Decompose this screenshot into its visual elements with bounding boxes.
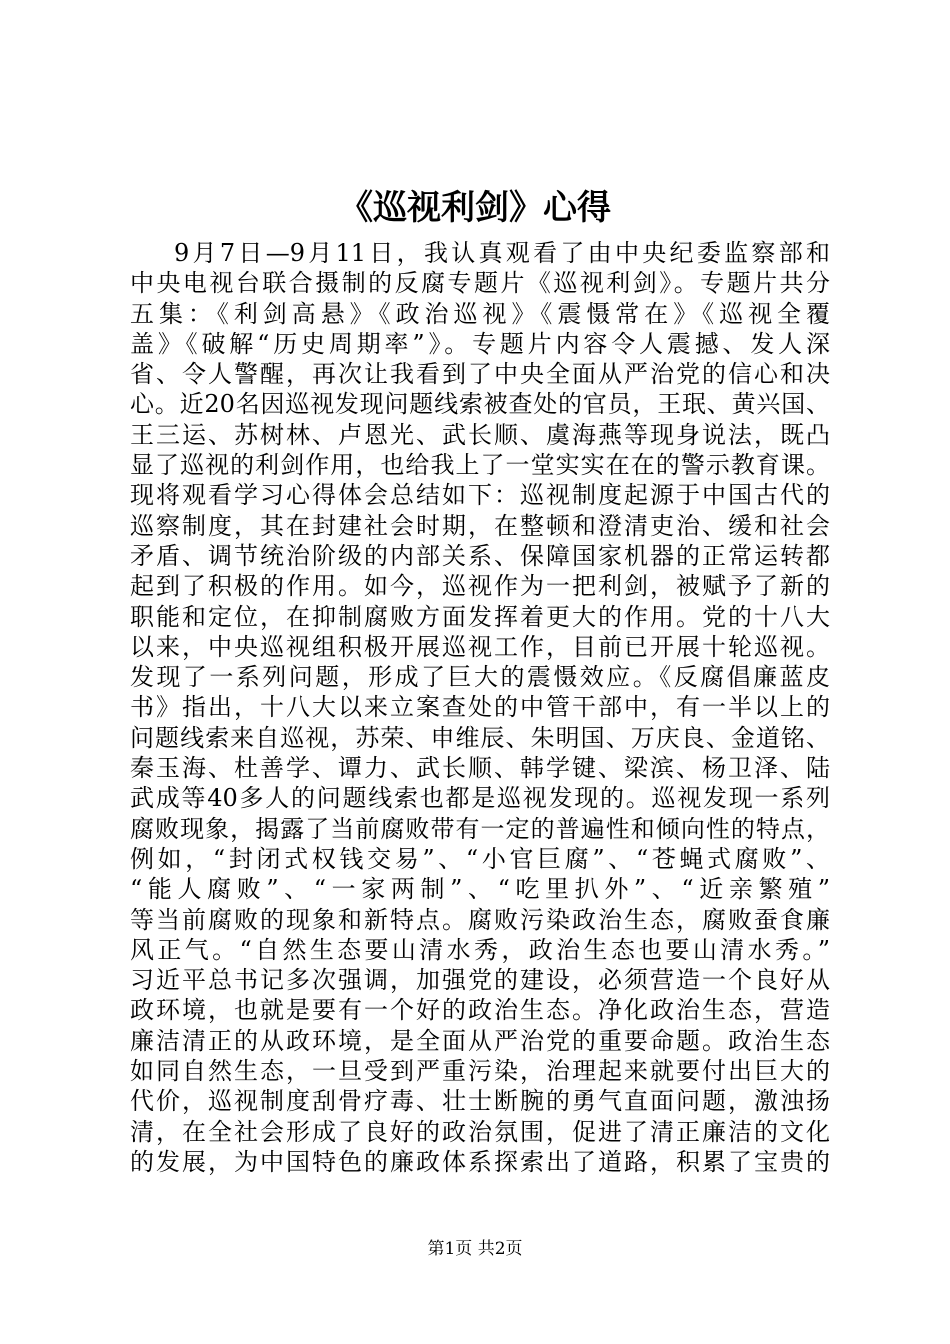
text-line: 例如，“封闭式权钱交易”、“小官巨腐”、“苍蝇式腐败”、: [130, 844, 830, 873]
text-line: 以来，中央巡视组积极开展巡视工作，目前已开展十轮巡视。: [130, 632, 830, 661]
text-line: 习近平总书记多次强调，加强党的建设，必须营造一个良好从: [130, 966, 830, 995]
text-line: 现将观看学习心得体会总结如下：巡视制度起源于中国古代的: [130, 481, 830, 510]
text-line: 清，在全社会形成了良好的政治氛围，促进了清正廉洁的文化: [130, 1117, 830, 1146]
text-line: 武成等40多人的问题线索也都是巡视发现的。巡视发现一系列: [130, 784, 830, 813]
page-title: 《巡视利剑》心得: [339, 188, 611, 228]
text-line: 政环境，也就是要有一个好的政治生态。净化政治生态，营造: [130, 996, 830, 1025]
text-line: 省、令人警醒，再次让我看到了中央全面从严治党的信心和决: [130, 360, 830, 389]
text-line: 职能和定位，在抑制腐败方面发挥着更大的作用。党的十八大: [130, 602, 830, 631]
text-line: 问题线索来自巡视，苏荣、申维辰、朱明国、万庆良、金道铭、: [130, 723, 830, 752]
text-line: 中央电视台联合摄制的反腐专题片《巡视利剑》。专题片共分: [130, 269, 830, 298]
text-line: 廉洁清正的从政环境，是全面从严治党的重要命题。政治生态: [130, 1026, 830, 1055]
text-line: 腐败现象，揭露了当前腐败带有一定的普遍性和倾向性的特点，: [130, 814, 830, 843]
text-line: 起到了积极的作用。如今，巡视作为一把利剑，被赋予了新的: [130, 572, 830, 601]
body-paragraph: [130, 238, 830, 1177]
text-line: 心。近20名因巡视发现问题线索被查处的官员，王珉、黄兴国、: [130, 390, 830, 419]
text-line: “能人腐败”、“一家两制”、“吃里扒外”、“近亲繁殖”: [130, 875, 830, 904]
text-line: 等当前腐败的现象和新特点。腐败污染政治生态，腐败蚕食廉: [130, 905, 830, 934]
text-line: 发现了一系列问题，形成了巨大的震慑效应。《反腐倡廉蓝皮: [130, 663, 830, 692]
text-line: 盖》《破解“历史周期率”》。专题片内容令人震撼、发人深: [130, 329, 830, 358]
text-line: 王三运、苏树林、卢恩光、武长顺、虞海燕等现身说法，既凸: [130, 420, 830, 449]
text-line: 代价，巡视制度刮骨疗毒、壮士断腕的勇气直面问题，激浊扬: [130, 1087, 830, 1116]
text-line: 的发展，为中国特色的廉政体系探索出了道路，积累了宝贵的: [130, 1147, 830, 1176]
text-line: 如同自然生态，一旦受到严重污染，治理起来就要付出巨大的: [130, 1057, 830, 1086]
text-line: 巡察制度，其在封建社会时期，在整顿和澄清吏治、缓和社会: [130, 511, 830, 540]
text-line: 矛盾、调节统治阶级的内部关系、保障国家机器的正常运转都: [130, 541, 830, 570]
text-line: 显了巡视的利剑作用，也给我上了一堂实实在在的警示教育课。: [130, 451, 830, 480]
text-line: 书》指出，十八大以来立案查处的中管干部中，有一半以上的: [130, 693, 830, 722]
text-line: 五集：《利剑高悬》《政治巡视》《震慑常在》《巡视全覆: [130, 299, 830, 328]
text-line: 9月7日—9月11日，我认真观看了由中央纪委监察部和: [174, 239, 830, 267]
page-footer: 第1页 共2页: [427, 1239, 523, 1259]
text-line: 风正气。“自然生态要山清水秀，政治生态也要山清水秀。”: [130, 935, 830, 964]
text-line: 秦玉海、杜善学、谭力、武长顺、韩学键、梁滨、杨卫泽、陆: [130, 754, 830, 783]
